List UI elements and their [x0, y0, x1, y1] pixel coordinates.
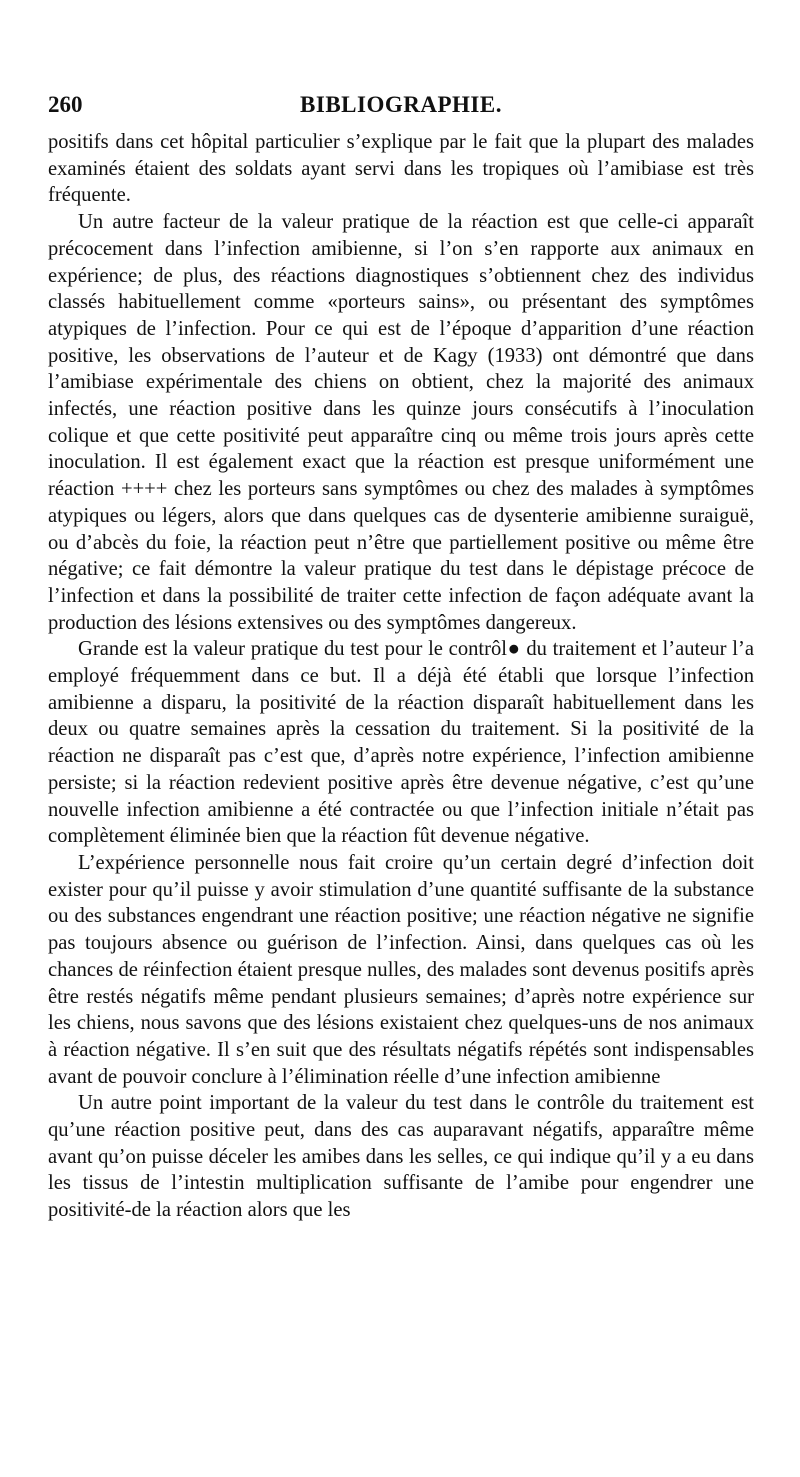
body-text [48, 129, 754, 1224]
paragraph-continuation: positifs dans cet hôpital particulier s’explique par le fait que la plupart des malades examinés étaient des soldats ayant servi dans les tropiques où l’amibiase est très fréquente. [48, 131, 754, 207]
paragraph-early-detection: Un autre facteur de la valeur pratique de la réaction est que celle-ci apparaît précocement dans l’infection amibienne, si l’on s’en rapporte aux animaux en expérience; de plus, des réactions diagnostiques s’obtiennent chez des individus classés habituellement comme «porteurs sains», ou présentant des symptômes atypiques de l’infection. Pour ce qui est de l’époque d’apparition d’une réaction positive, les observations de l’auteur et de Kagy (1933) ont démontré que dans l’amibiase expérimentale des chiens on obtient, chez la majorité des animaux infectés, une réaction positive dans les quinze jours consécutifs à l’inoculation colique et que cette positivité peut apparaître cinq ou même trois jours après cette inoculation. Il est également exact que la réaction est presque uniformément une réaction ++++ chez les porteurs sans symptômes ou chez des malades à symptômes atypiques ou légers, alors que dans quelques cas de dysenterie amibienne suraiguë, ou d’abcès du foie, la réaction peut n’être que partiellement positive ou même être négative; ce fait démontre la valeur pratique du test dans le dépistage précoce de l’infection et dans la possibilité de traiter cette infection de façon adéquate avant la production des lésions extensives ou des symptômes dangereux. [48, 211, 754, 634]
book-page [48, 0, 754, 1224]
paragraph-another-point: Un autre point important de la valeur du test dans le contrôle du traitement est qu’une réaction positive peut, dans des cas auparavant négatifs, apparaître même avant qu’on puisse déceler les amibes dans les selles, ce qui indique qu’il y a eu dans les tissus de l’intestin multiplication suffisante de l’amibe pour engendrer une positivité-de la réaction alors que les [48, 1092, 754, 1222]
page-number: 260 [48, 92, 83, 117]
page-header [48, 92, 754, 122]
running-head: BIBLIOGRAPHIE. [300, 92, 502, 117]
paragraph-treatment-control: Grande est la valeur pratique du test pour le contrôl● du traitement et l’auteur l’a employé fréquemment dans ce but. Il a déjà été établi que lorsque l’infection amibienne a disparu, la positivité de la réaction disparaît habituellement dans les deux ou quatre semaines après la cessation du traitement. Si la positivité de la réaction ne disparaît pas c’est que, d’après notre expérience, l’infection amibienne persiste; si la réaction redevient positive après être devenue négative, c’est qu’une nouvelle infection amibienne a été contractée ou que l’infection initiale n’était pas complètement éliminée bien que la réaction fût devenue négative. [48, 638, 754, 848]
paragraph-personal-experience: L’expérience personnelle nous fait croire qu’un certain degré d’infection doit exister pour qu’il puisse y avoir stimulation d’une quantité suffisante de la substance ou des substances engendrant une réaction positive; une réaction négative ne signifie pas toujours absence ou guérison de l’infection. Ainsi, dans quelques cas où les chances de réinfection étaient presque nulles, des malades sont devenus positifs après être restés négatifs même pendant plusieurs semaines; d’après notre expérience sur les chiens, nous savons que des lésions existaient chez quelques-uns de nos animaux à réaction négative. Il s’en suit que des résultats négatifs répétés sont indispensables avant de pouvoir conclure à l’élimination réelle d’une infection amibienne [48, 851, 754, 1088]
